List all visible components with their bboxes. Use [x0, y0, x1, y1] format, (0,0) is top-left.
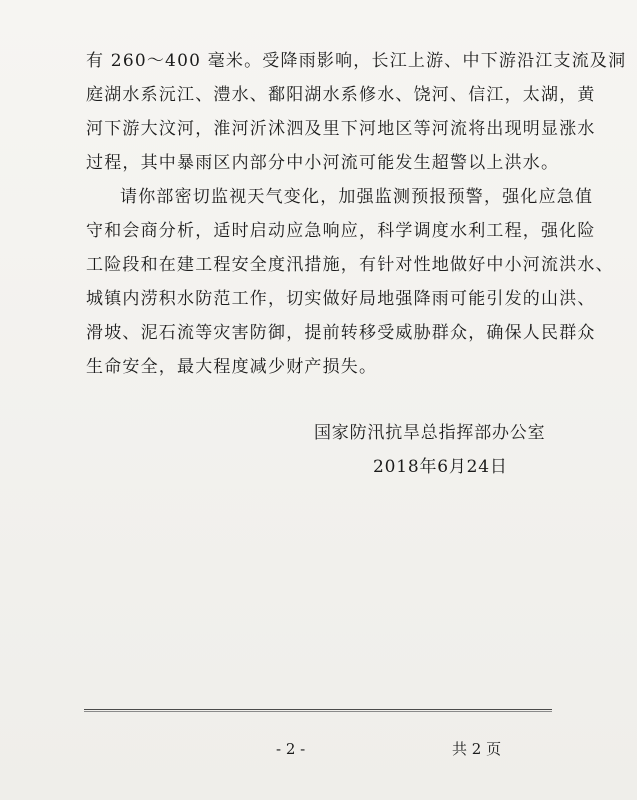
- body-line-2: 庭湖水系沅江、澧水、鄱阳湖水系修水、饶河、信江，太湖，黄: [86, 85, 596, 105]
- body-line-3: 河下游大汶河，淮河沂沭泗及里下河地区等河流将出现明显涨水: [86, 119, 596, 139]
- signature-org: 国家防汛抗旱总指挥部办公室: [314, 423, 546, 443]
- total-pages: 共 2 页: [452, 740, 502, 758]
- footer-divider: [84, 709, 552, 710]
- body-line-6: 守和会商分析，适时启动应急响应，科学调度水利工程，强化险: [86, 221, 596, 241]
- body-line-5: 请你部密切监视天气变化，加强监测预报预警，强化应急值: [120, 187, 594, 207]
- signature-date: 2018年6月24日: [373, 457, 508, 477]
- body-line-8: 城镇内涝积水防范工作，切实做好局地强降雨可能引发的山洪、: [86, 289, 596, 309]
- body-line-10: 生命安全，最大程度减少财产损失。: [86, 357, 378, 377]
- body-line-9: 滑坡、泥石流等灾害防御，提前转移受威胁群众，确保人民群众: [86, 323, 596, 343]
- body-line-1: 有 260～400 毫米。受降雨影响，长江上游、中下游沿江支流及洞: [86, 51, 627, 71]
- body-line-7: 工险段和在建工程安全度汛措施，有针对性地做好中小河流洪水、: [86, 255, 614, 275]
- footer-divider-secondary: [84, 711, 552, 712]
- body-line-4: 过程，其中暴雨区内部分中小河流可能发生超警以上洪水。: [86, 153, 560, 173]
- page-number: - 2 -: [276, 740, 306, 758]
